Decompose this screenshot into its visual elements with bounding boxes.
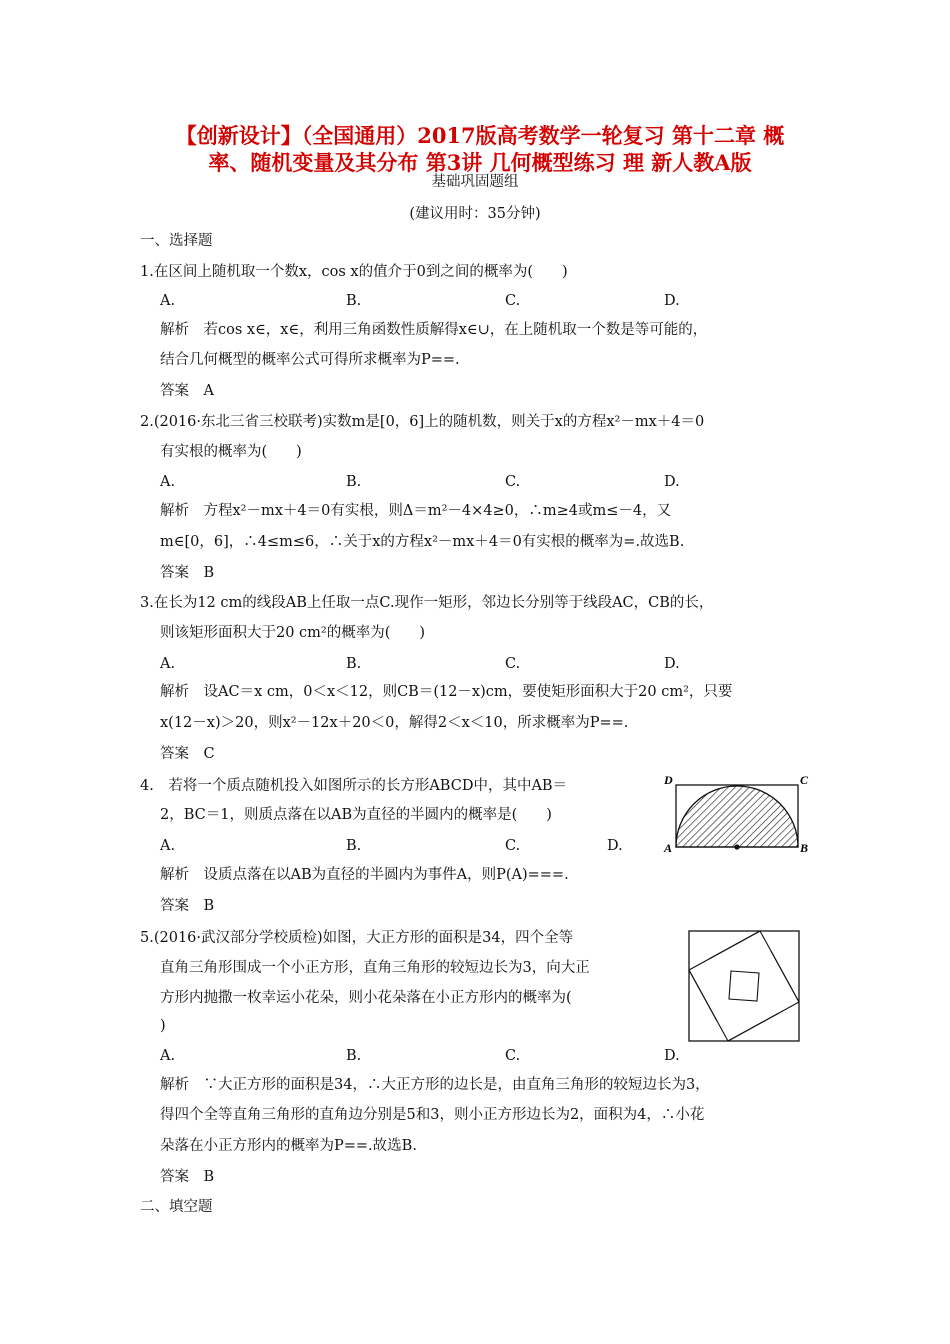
q4-stem-line-2: 2，BC＝1，则质点落在以AB为直径的半圆内的概率是( ) (160, 807, 552, 823)
q1-option-d: D. (664, 293, 680, 309)
q2-option-b: B. (346, 474, 362, 490)
triangle-leg (689, 970, 717, 1021)
q3-stem-line-1: 3.在长为12 cm的线段AB上任取一点C.现作一矩形，邻边长分别等于线段AC，CB的长， (140, 595, 714, 611)
q1-option-c: C. (505, 293, 521, 309)
q4-option-a: A. (160, 838, 176, 854)
label-a: A (664, 841, 673, 855)
section-heading-fill: 二、填空题 (140, 1199, 213, 1215)
q2-stem-line-2: 有实根的概率为( ) (160, 444, 302, 460)
q5-option-a: A. (160, 1048, 176, 1064)
q3-analysis-line-2: x(12－x)＞20，则x²－12x＋20＜0，解得2＜x＜10，所求概率为P==. (160, 715, 629, 731)
q2-answer: 答案 B (160, 565, 215, 581)
q2-stem-line-1: 2.(2016·东北三省三校联考)实数m是[0，6]上的随机数，则关于x的方程x²－mx＋4＝0 (140, 414, 705, 430)
q1-option-a: A. (160, 293, 176, 309)
label-b: B (800, 841, 809, 855)
center-point (734, 844, 739, 849)
hatched-semicircle (676, 786, 798, 847)
q3-stem-line-2: 则该矩形面积大于20 cm²的概率为( ) (160, 625, 426, 641)
q4-stem-line-1: 4. 若将一个质点随机投入如图所示的长方形ABCD中，其中AB＝ (140, 778, 568, 794)
q3-analysis-line-1: 解析 设AC＝x cm，0＜x＜12，则CB＝(12－x)cm，要使矩形面积大于20 cm²，只要 (160, 684, 733, 700)
q4-analysis: 解析 设质点落在以AB为直径的半圆内为事件A，则P(A)===. (160, 867, 569, 883)
pinwheel-square-figure (688, 930, 802, 1044)
document-title-line-1: 【创新设计】（全国通用）2017版高考数学一轮复习 第十二章 概 (175, 123, 785, 148)
q3-option-d: D. (664, 656, 680, 672)
large-square (689, 931, 799, 1041)
q3-option-b: B. (346, 656, 362, 672)
small-square (729, 971, 759, 1001)
q1-answer: 答案 A (160, 383, 214, 399)
q5-option-d: D. (664, 1048, 680, 1064)
q3-answer: 答案 C (160, 746, 215, 762)
q5-option-b: B. (346, 1048, 362, 1064)
q3-option-c: C. (505, 656, 521, 672)
q4-option-b: B. (346, 838, 362, 854)
label-d: D (664, 773, 673, 787)
q5-analysis-line-1: 解析 ∵大正方形的面积是34，∴大正方形的边长是，由直角三角形的较短边长为3， (160, 1077, 710, 1093)
q2-analysis-line-1: 解析 方程x²－mx＋4＝0有实根，则Δ＝m²－4×4≥0，∴m≥4或m≤－4，又 (160, 503, 672, 519)
q5-stem-line-1: 5.(2016·武汉部分学校质检)如图，大正方形的面积是34，四个全等 (140, 930, 574, 946)
q2-option-a: A. (160, 474, 176, 490)
triangle-leg (709, 931, 760, 959)
q5-analysis-line-3: 朵落在小正方形内的概率为P==.故选B. (160, 1138, 417, 1154)
q1-analysis-line-1: 解析 若cos x∈，x∈，利用三角函数性质解得x∈∪，在上随机取一个数是等可能的， (160, 322, 708, 338)
rectangle-semicircle-figure (660, 770, 810, 860)
q5-stem-line-2: 直角三角形围成一个小正方形，直角三角形的较短边长为3，向大正 (160, 960, 590, 976)
time-hint: (建议用时：35分钟) (409, 206, 541, 222)
q2-option-c: C. (505, 474, 521, 490)
document-title-line-2: 率、随机变量及其分布 第3讲 几何概型练习 理 新人教A版 (208, 150, 752, 175)
section-heading-choice: 一、选择题 (140, 233, 213, 249)
group-heading: 基础巩固题组 (431, 174, 519, 190)
q5-analysis-line-2: 得四个全等直角三角形的直角边分别是5和3，则小正方形边长为2，面积为4，∴小花 (160, 1107, 705, 1123)
q5-stem-line-4: ) (160, 1018, 166, 1034)
q5-answer: 答案 B (160, 1169, 215, 1185)
q3-option-a: A. (160, 656, 176, 672)
q4-answer: 答案 B (160, 898, 215, 914)
triangle-leg (728, 1013, 779, 1041)
q5-option-c: C. (505, 1048, 521, 1064)
label-c: C (800, 773, 809, 787)
triangle-leg (771, 951, 799, 1002)
q1-stem: 1.在区间上随机取一个数x，cos x的值介于0到之间的概率为( ) (140, 264, 568, 280)
q4-option-c: C. (505, 838, 521, 854)
q2-analysis-line-2: m∈[0，6]，∴4≤m≤6，∴关于x的方程x²－mx＋4＝0有实根的概率为=.故选B. (160, 534, 685, 550)
q5-stem-line-3: 方形内抛撒一枚幸运小花朵，则小花朵落在小正方形内的概率为( (160, 990, 572, 1006)
q4-option-d: D. (607, 838, 623, 854)
q1-analysis-line-2: 结合几何概型的概率公式可得所求概率为P==. (160, 352, 460, 368)
q2-option-d: D. (664, 474, 680, 490)
q1-option-b: B. (346, 293, 362, 309)
